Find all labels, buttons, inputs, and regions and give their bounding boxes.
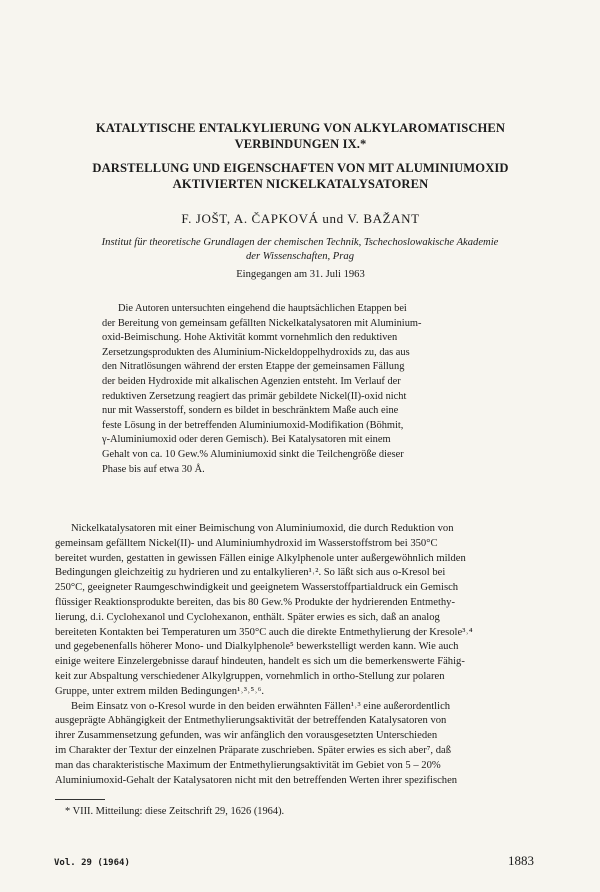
received-date: Eingegangen am 31. Juli 1963 (236, 269, 365, 280)
abstract-line: feste Lösung in der betreffenden Aluminiumoxid-Modifikation (Böhmit, (102, 419, 404, 431)
body-text-line: ausgeprägte Abhängigkeit der Entmethylierungsaktivität der betreffenden Katalysatoren von (55, 715, 447, 727)
body-text-line: gemeinsam gefälltem Nickel(II)- und Aluminiumhydroxid im Wasserstoffstrom bei 350°C (55, 537, 438, 549)
abstract-line: Phase bis auf etwa 30 Å. (102, 463, 205, 475)
body-text-line: im Charakter der Textur der einzelnen Präparate zuschrieben. Später erwies es sich aber⁷, daß (55, 744, 452, 756)
body-text-line: Aluminiumoxid-Gehalt der Katalysatoren nicht mit den betreffenden Werten ihrer spezifischen (55, 774, 458, 786)
body-text-line: keit zur Abspaltung verschiedener Alkylgruppen, vornehmlich in ortho-Stellung zur polaren (55, 670, 445, 682)
article-title-line-1: KATALYTISCHE ENTALKYLIERUNG VON ALKYLAROMATISCHEN (95, 121, 506, 135)
body-text-line: lierung, d.i. Cyclohexanol und Cyclohexanon, enthält. Später erwies es sich, daß an analog (55, 611, 440, 623)
abstract-line: γ-Aluminiumoxid oder deren Gemisch). Bei Katalysatoren mit einem (102, 434, 391, 446)
footnote: * VIII. Mitteilung: diese Zeitschrift 29, 1626 (1964). (65, 806, 285, 817)
institution-line-1: Institut für theoretische Grundlagen der chemischen Technik, Tschechoslowakische Akademie (101, 237, 499, 248)
abstract-line: nur mit Wasserstoff, sondern es bildet in beschränktem Maße auch eine (102, 405, 399, 417)
body-text-line: Beim Einsatz von o-Kresol wurde in den beiden erwähnten Fällen¹˒³ eine außerordentlich (71, 700, 451, 712)
abstract-line: oxid-Beimischung. Hohe Aktivität kommt vornehmlich den reduktiven (102, 332, 398, 344)
body-text-line: flüssiger Reaktionsprodukte bereiten, das bis 80 Gew.% Produkte der hydrierenden Entmethy- (55, 596, 456, 608)
volume-info: Vol. 29 (1964) (54, 858, 130, 868)
body-text-line: und gegebenenfalls höherer Mono- und Dialkylphenole⁵ bewerkstelligt werden kann. Wie auch (55, 641, 459, 653)
abstract-line: Gehalt von ca. 10 Gew.% Aluminiumoxid sinkt die Teilchengröße dieser (102, 448, 404, 460)
institution-line-2: der Wissenschaften, Prag (246, 251, 354, 262)
body-text-line: man das charakteristische Maximum der Entmethylierungsaktivität im Gebiet von 5 – 20% (55, 759, 441, 771)
body-text-line: Gruppe, unter extrem milden Bedingungen¹˒³˒⁵˒⁶. (55, 685, 265, 697)
article-subtitle-line-2: AKTIVIERTEN NICKELKATALYSATOREN (172, 177, 429, 191)
article-title-line-2: VERBINDUNGEN IX.* (234, 137, 367, 151)
abstract-line: den Nitratlösungen während der ersten Etappe der gemeinsamen Fällung (102, 361, 405, 373)
body-text-line: einige weitere Einzelergebnisse darauf hindeuten, handelt es sich um die bemerkenswerte Fähig- (55, 656, 465, 668)
body-text-line: bereitet wurden, gestatten in gewissen Fällen einige Alkylphenole unter außergewöhnlich milden (55, 552, 466, 564)
body-text-line: Nickelkatalysatoren mit einer Beimischung von Aluminiumoxid, die durch Reduktion von (71, 523, 454, 534)
body-text (55, 522, 555, 788)
article-subtitle-line-1: DARSTELLUNG UND EIGENSCHAFTEN VON MIT ALUMINIUMOXID (92, 161, 509, 175)
abstract-line: Die Autoren untersuchten eingehend die hauptsächlichen Etappen bei (118, 303, 407, 314)
page-number: 1883 (508, 853, 534, 868)
body-text-line: Bedingungen gleichzeitig zu hydrieren und zu entalkylieren¹˒². So läßt sich aus o-Kresol bei (55, 567, 446, 579)
abstract-line: der Bereitung von gemeinsam gefällten Nickelkatalysatoren mit Aluminium- (102, 317, 422, 329)
abstract-line: reduktiven Zersetzung reagiert das primär gebildete Nickel(II)-oxid nicht (102, 390, 407, 402)
abstract (102, 302, 500, 477)
abstract-line: der beiden Hydroxide mit alkalischen Agenzien entsteht. Im Verlauf der (102, 375, 401, 387)
footnote-rule (55, 799, 105, 800)
author-list: F. JOŠT, A. ČAPKOVÁ und V. BAŽANT (181, 211, 420, 226)
body-text-line: 250°C, geeigneter Raumgeschwindigkeit und geeignetem Wasserstoffpartialdruck ein Gemisch (55, 582, 459, 594)
body-text-line: ihrer Zusammensetzung gefunden, was wir anfänglich den vorausgesetzten Unterschieden (55, 730, 438, 742)
abstract-line: Zersetzungsprodukten des Aluminium-Nickeldoppelhydroxids zu, das aus (102, 346, 410, 358)
body-text-line: bereiteten Kontakten bei Temperaturen um 350°C auch die direkte Entmethylierung der Kresole³˒⁴ (55, 626, 473, 638)
